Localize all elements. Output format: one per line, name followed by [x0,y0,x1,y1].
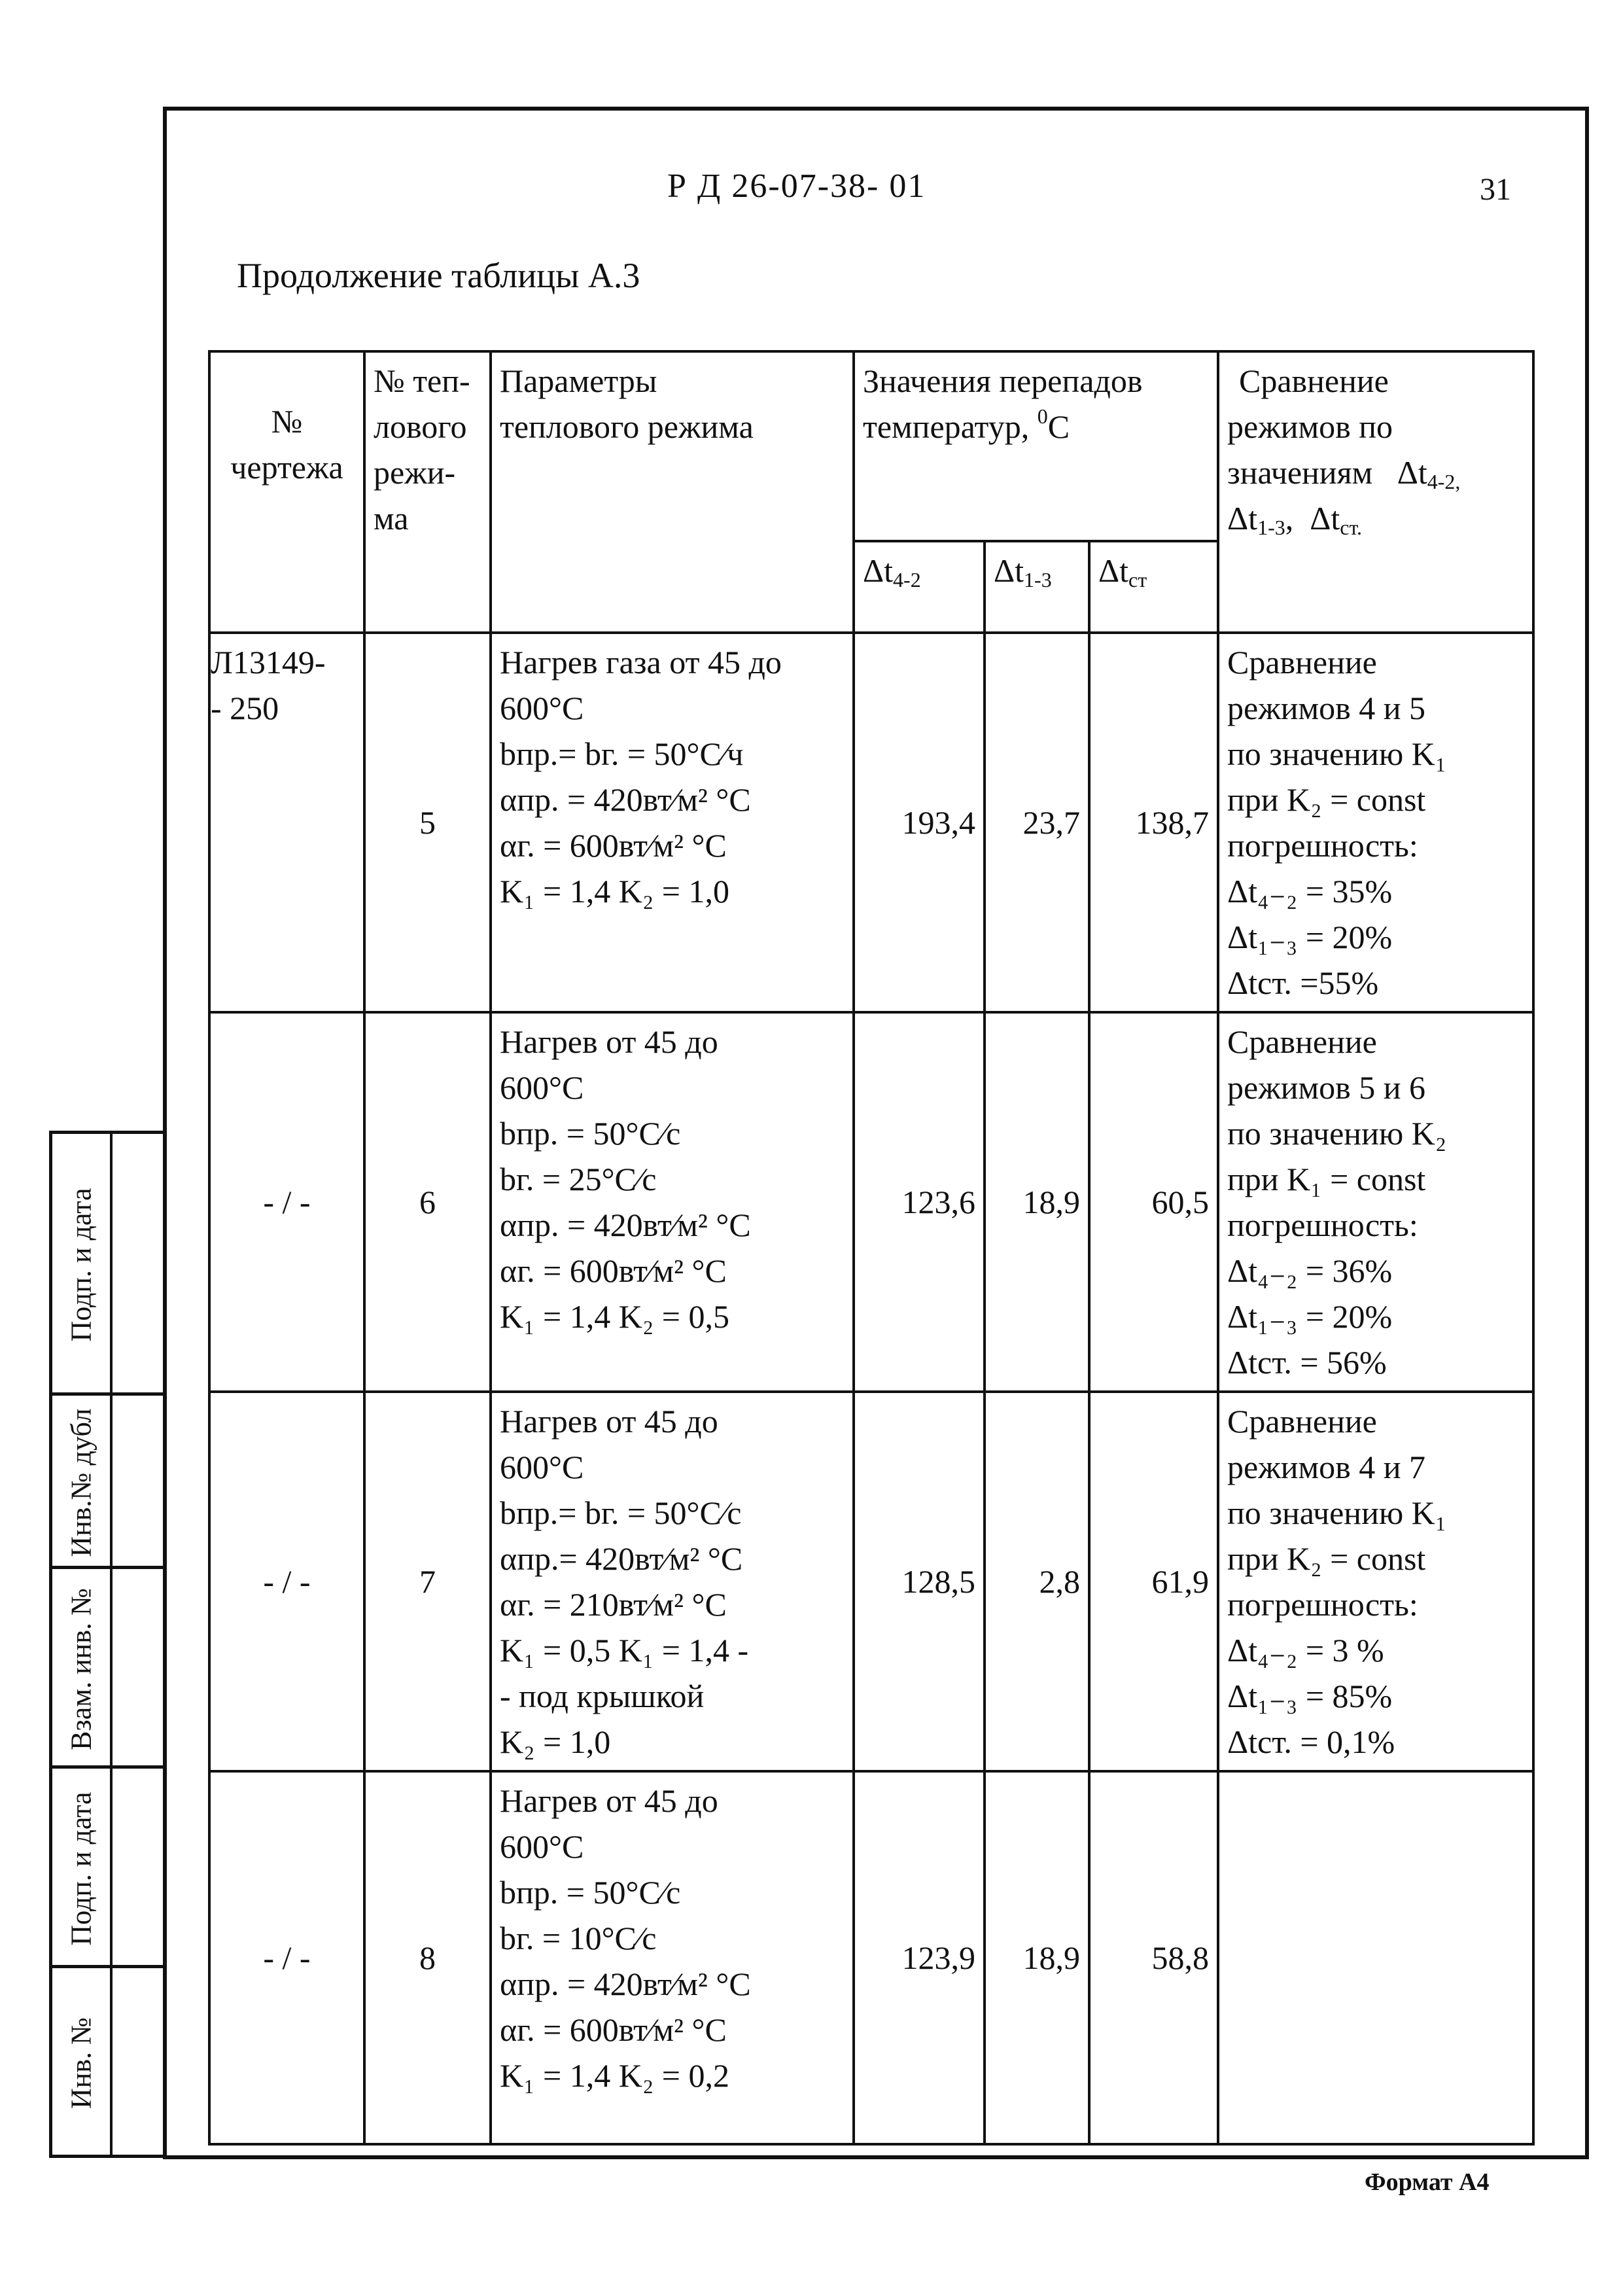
binding-strip [49,1131,164,2158]
header-temperature-values: Значения перепадов температур, $^0$C [854,351,1218,541]
value-t13: 23,7 [1022,804,1080,841]
cell-parameters [491,1771,854,2144]
table-caption: Продолжение таблицы А.3 [237,256,640,295]
parameter-line: αг. = 600вт⁄м² °С [500,2011,727,2048]
parameter-line: 600°С [500,1449,584,1485]
header-drawing-label: № чертежа [230,403,343,486]
parameter-line: αпр.= 420вт⁄м² °С [500,1540,743,1577]
value-t42: 123,9 [901,1939,975,1976]
side-cell-sign-date [52,1134,164,1396]
value-t13: 18,9 [1022,1939,1080,1976]
cell-tst [1089,1771,1218,2144]
parameter-line: bпр.= bг. = 50°С⁄с [500,1494,742,1531]
cell-comparison [1218,1771,1533,2144]
data-table [208,350,1535,2146]
header-drawing-number [209,351,364,633]
side-label: Подп. и дата [65,1791,97,1946]
comparison-line: погрешность: [1227,1586,1418,1623]
cell-tst [1089,1012,1218,1392]
value-t42: 193,4 [901,804,975,841]
cell-t13 [985,1392,1089,1771]
table-body [209,633,1533,2144]
parameter-line: αпр. = 420вт⁄м² °С [500,781,751,818]
value-t42: 123,6 [901,1184,975,1220]
header-parameters: Параметры теплового режима [491,351,854,633]
parameter-line: 600°С [500,690,584,726]
comparison-line: Сравнение [1227,1023,1377,1060]
comparison-line: режимов 4 и 5 [1227,690,1426,726]
cell-parameters [491,1012,854,1392]
side-label: Инв. № [65,2017,97,2110]
side-cell-replace-inv [52,1566,164,1769]
cell-mode-number [364,1771,491,2144]
comparison-line: по значению K₁ [1227,1494,1447,1531]
cell-t13 [985,633,1089,1012]
cell-t42 [854,1771,985,2144]
table-row [209,1771,1533,2144]
side-label: Взам. инв. № [65,1587,97,1750]
drawing-ditto: - / - [263,1563,311,1600]
comparison-line: Δt₁₋₃ = 85% [1227,1678,1393,1714]
format-label: Формат А4 [1365,2168,1490,2196]
header-mode-number: № теп- лового режи- ма [364,351,491,633]
parameter-line: αг. = 600вт⁄м² °С [500,1252,727,1289]
cell-drawing-number [209,1771,364,2144]
parameter-line: K₁ = 1,4 K₂ = 0,5 [500,1298,729,1335]
value-t13: 18,9 [1022,1184,1080,1220]
side-cell-sign-date-2 [52,1765,164,1968]
value-t42: 128,5 [901,1563,975,1600]
comparison-line: погрешность: [1227,827,1418,864]
cell-comparison [1218,633,1533,1012]
parameter-line: bг. = 10°С⁄с [500,1920,657,1956]
parameter-line: 600°С [500,1828,584,1865]
cell-parameters [491,1392,854,1771]
parameter-line: Нагрев от 45 до [500,1782,718,1819]
drawing-ditto: - / - [263,1939,311,1976]
value-t13: 2,8 [1039,1563,1080,1600]
cell-parameters [491,633,854,1012]
comparison-line: Δt₄₋₂ = 36% [1227,1252,1393,1289]
table-row [209,633,1533,1012]
comparison-line: погрешность: [1227,1207,1418,1243]
cell-t42 [854,1392,985,1771]
comparison-line: по значению K₂ [1227,1115,1447,1152]
parameter-line: K₁ = 0,5 K₁ = 1,4 - [500,1632,749,1669]
cell-mode-number [364,633,491,1012]
comparison-line: Δt₁₋₃ = 20% [1227,919,1393,955]
cell-comparison [1218,1392,1533,1771]
side-cell-dup-inv [52,1392,164,1569]
parameter-line: αпр. = 420вт⁄м² °С [500,1966,751,2002]
comparison-line: при K₁ = const [1227,1161,1426,1197]
subheader-dtst: $\Delta t_{ст}$ [1089,541,1218,633]
header-comparison: Сравнение режимов по значениям $\Delta t_{4-2,}$ $\Delta t_{1-3}$, $\Delta t_{ст.}$ [1218,351,1533,633]
cell-t42 [854,633,985,1012]
cell-tst [1089,1392,1218,1771]
comparison-line: при K₂ = const [1227,781,1426,818]
cell-drawing-number [209,1392,364,1771]
mode-value: 6 [419,1184,436,1220]
table-row [209,1392,1533,1771]
parameter-line: K₁ = 1,4 K₂ = 0,2 [500,2057,729,2094]
side-label: Подп. и дата [65,1188,97,1342]
comparison-line: Сравнение [1227,644,1377,680]
mode-value: 7 [419,1563,436,1600]
side-cell-inv [52,1965,164,2158]
cell-tst [1089,633,1218,1012]
table-row [209,1012,1533,1392]
mode-value: 8 [419,1939,436,1976]
cell-drawing-number [209,633,364,1012]
value-tst: 61,9 [1151,1563,1210,1600]
comparison-line: при K₂ = const [1227,1540,1426,1577]
cell-t42 [854,1012,985,1392]
comparison-line: по значению K₁ [1227,735,1447,772]
parameter-line: αг. = 600вт⁄м² °С [500,827,727,864]
value-tst: 60,5 [1151,1184,1210,1220]
subheader-dt13: $\Delta t_{1-3}$ [985,541,1089,633]
comparison-line: режимов 5 и 6 [1227,1069,1426,1106]
parameter-line: bпр. = 50°С⁄с [500,1115,681,1152]
parameter-line: αг. = 210вт⁄м² °С [500,1586,727,1623]
parameter-line: bпр. = 50°С⁄с [500,1874,681,1911]
mode-value: 5 [419,804,436,841]
parameter-line: K₂ = 1,0 [500,1723,611,1760]
table-header-row [209,351,1533,541]
parameter-line: K₁ = 1,4 K₂ = 1,0 [500,873,729,910]
parameter-line: - под крышкой [500,1678,705,1714]
parameter-line: αпр. = 420вт⁄м² °С [500,1207,751,1243]
drawing-ditto: - / - [263,1184,311,1220]
comparison-line: Δt₄₋₂ = 35% [1227,873,1393,910]
parameter-line: bг. = 25°С⁄с [500,1161,657,1197]
document-code: Р Д 26-07-38- 01 [667,168,926,205]
parameter-line: 600°С [500,1069,584,1106]
cell-drawing-number [209,1012,364,1392]
comparison-line: режимов 4 и 7 [1227,1449,1426,1485]
cell-comparison [1218,1012,1533,1392]
comparison-line: Сравнение [1227,1403,1377,1439]
comparison-line: Δtст. = 56% [1227,1344,1387,1381]
cell-t13 [985,1012,1089,1392]
comparison-line: Δt₄₋₂ = 3 % [1227,1632,1384,1669]
parameter-line: Нагрев газа от 45 до [500,644,782,680]
parameter-line: Нагрев от 45 до [500,1403,718,1439]
parameter-line: bпр.= bг. = 50°С⁄ч [500,735,744,772]
comparison-line: Δt₁₋₃ = 20% [1227,1298,1393,1335]
value-tst: 58,8 [1151,1939,1210,1976]
parameter-line: Нагрев от 45 до [500,1023,718,1060]
cell-t13 [985,1771,1089,2144]
drawing-line: - 250 [211,690,279,726]
cell-mode-number [364,1392,491,1771]
drawing-line: Л13149- [211,644,326,680]
comparison-line: Δtст. = 0,1% [1227,1723,1395,1760]
comparison-line: Δtст. =55% [1227,964,1379,1001]
cell-mode-number [364,1012,491,1392]
page-number: 31 [1480,172,1511,207]
side-label: Инв.№ дубл [65,1407,97,1557]
subheader-dt42: $\Delta t_{4-2}$ [854,541,985,633]
value-tst: 138,7 [1135,804,1210,841]
